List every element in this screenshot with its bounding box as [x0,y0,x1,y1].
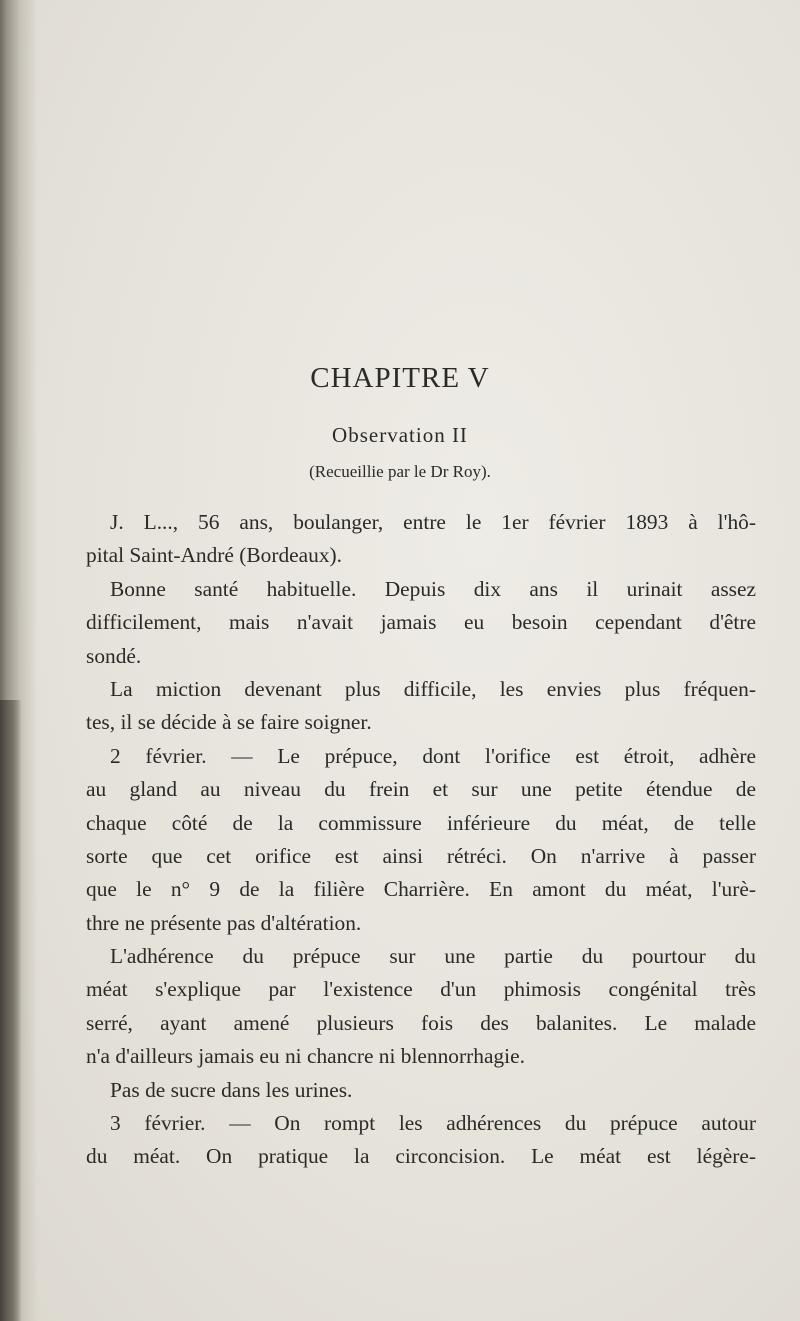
body-text [86,506,756,1174]
chapter-title: CHAPITRE V [310,362,490,394]
text-line: sorte que cet orifice est ainsi rétréci. On n'arrive à passer [86,843,756,868]
text-line: tes, il se décide à se faire soigner. [86,710,372,735]
observation-title: Observation II [332,423,468,447]
text-line: J. L..., 56 ans, boulanger, entre le 1er février 1893 à l'hô- [110,510,756,534]
text-line: 3 février. — On rompt les adhérences du prépuce autour [110,1111,756,1136]
text-line: L'adhérence du prépuce sur une partie du pourtour du [110,944,756,969]
text-line: Bonne santé habituelle. Depuis dix ans il urinait assez [110,576,756,601]
text-line: chaque côté de la commissure inférieure du méat, de telle [86,810,756,835]
text-line: pital Saint-André (Bordeaux). [86,543,343,568]
text-line: thre ne présente pas d'altération. [86,910,362,935]
text-line: méat s'explique par l'existence d'un phimosis congénital très [86,977,756,1002]
binding-shadow [0,700,22,1321]
text-line: 2 février. — Le prépuce, dont l'orifice est étroit, adhère [110,743,756,768]
text-line: La miction devenant plus difficile, les envies plus fréquen- [110,676,756,701]
text-line: n'a d'ailleurs jamais eu ni chancre ni blennorrhagie. [86,1044,525,1069]
text-line: serré, ayant amené plusieurs fois des balanites. Le malade [86,1010,756,1035]
text-line: au gland au niveau du frein et sur une petite étendue de [86,777,756,802]
text-line: que le n° 9 de la filière Charrière. En amont du méat, l'urè- [86,877,756,902]
text-line: sondé. [86,643,142,668]
text-line: Pas de sucre dans les urines. [110,1077,353,1102]
text-line: du méat. On pratique la circoncision. Le méat est légère- [86,1144,756,1169]
text-line: difficilement, mais n'avait jamais eu besoin cependant d'être [86,610,756,635]
collected-by-note: (Recueillie par le Dr Roy). [309,462,491,481]
